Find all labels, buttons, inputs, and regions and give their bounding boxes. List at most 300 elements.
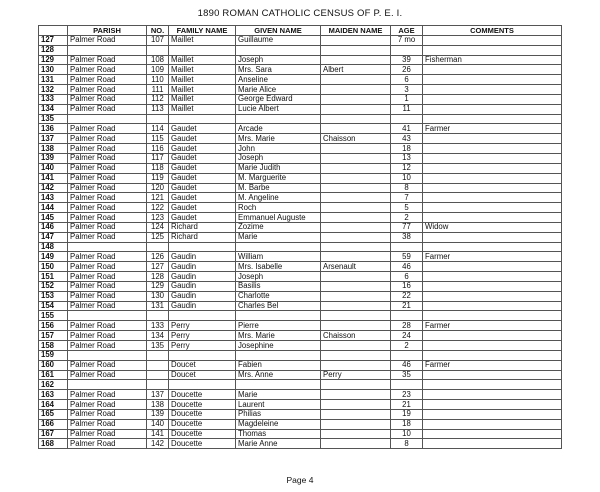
cell-comments bbox=[423, 144, 562, 154]
cell-comments bbox=[423, 75, 562, 85]
cell-row-number: 139 bbox=[39, 153, 68, 163]
cell-age: 5 bbox=[391, 203, 423, 213]
table-row bbox=[39, 272, 562, 282]
cell-parish bbox=[68, 114, 147, 124]
cell-age: 18 bbox=[391, 419, 423, 429]
cell-no: 130 bbox=[147, 291, 169, 301]
cell-age: 39 bbox=[391, 55, 423, 65]
cell-family-name: Gaudet bbox=[169, 163, 236, 173]
cell-parish: Palmer Road bbox=[68, 134, 147, 144]
cell-no bbox=[147, 380, 169, 390]
cell-parish: Palmer Road bbox=[68, 144, 147, 154]
cell-parish: Palmer Road bbox=[68, 291, 147, 301]
table-row bbox=[39, 429, 562, 439]
cell-row-number: 137 bbox=[39, 134, 68, 144]
cell-row-number: 168 bbox=[39, 439, 68, 449]
cell-family-name bbox=[169, 242, 236, 252]
cell-parish bbox=[68, 311, 147, 321]
cell-maiden-name bbox=[321, 409, 391, 419]
table-row bbox=[39, 390, 562, 400]
cell-given-name: William bbox=[236, 252, 321, 262]
cell-comments bbox=[423, 213, 562, 223]
cell-age: 6 bbox=[391, 75, 423, 85]
table-row bbox=[39, 262, 562, 272]
cell-family-name: Gaudet bbox=[169, 203, 236, 213]
cell-age: 7 mo bbox=[391, 35, 423, 45]
cell-no: 116 bbox=[147, 144, 169, 154]
cell-comments bbox=[423, 272, 562, 282]
cell-family-name: Perry bbox=[169, 341, 236, 351]
cell-given-name: Arcade bbox=[236, 124, 321, 134]
cell-maiden-name: Perry bbox=[321, 370, 391, 380]
cell-no bbox=[147, 242, 169, 252]
cell-row-number: 132 bbox=[39, 85, 68, 95]
cell-parish bbox=[68, 350, 147, 360]
cell-row-number: 147 bbox=[39, 232, 68, 242]
table-row bbox=[39, 144, 562, 154]
cell-no: 120 bbox=[147, 183, 169, 193]
cell-comments bbox=[423, 370, 562, 380]
cell-comments bbox=[423, 350, 562, 360]
cell-parish: Palmer Road bbox=[68, 104, 147, 114]
cell-family-name: Doucette bbox=[169, 439, 236, 449]
cell-age: 19 bbox=[391, 409, 423, 419]
cell-comments bbox=[423, 400, 562, 410]
cell-row-number: 130 bbox=[39, 65, 68, 75]
cell-family-name: Doucet bbox=[169, 360, 236, 370]
cell-row-number: 138 bbox=[39, 144, 68, 154]
cell-comments bbox=[423, 262, 562, 272]
cell-parish: Palmer Road bbox=[68, 193, 147, 203]
cell-given-name: Marie Anne bbox=[236, 439, 321, 449]
cell-family-name: Gaudet bbox=[169, 124, 236, 134]
cell-maiden-name: Albert bbox=[321, 65, 391, 75]
header-row bbox=[39, 26, 562, 36]
cell-comments bbox=[423, 35, 562, 45]
cell-given-name: Mrs. Marie bbox=[236, 331, 321, 341]
cell-maiden-name bbox=[321, 55, 391, 65]
cell-comments bbox=[423, 331, 562, 341]
cell-maiden-name bbox=[321, 222, 391, 232]
cell-comments bbox=[423, 94, 562, 104]
cell-row-number: 151 bbox=[39, 272, 68, 282]
cell-age: 8 bbox=[391, 439, 423, 449]
cell-given-name: Guillaume bbox=[236, 35, 321, 45]
cell-maiden-name bbox=[321, 281, 391, 291]
cell-family-name bbox=[169, 380, 236, 390]
cell-family-name: Gaudin bbox=[169, 281, 236, 291]
table-row bbox=[39, 134, 562, 144]
column-header-parish: PARISH bbox=[68, 26, 147, 36]
cell-maiden-name: Chaisson bbox=[321, 331, 391, 341]
cell-parish: Palmer Road bbox=[68, 232, 147, 242]
cell-row-number: 141 bbox=[39, 173, 68, 183]
column-header-comments: COMMENTS bbox=[423, 26, 562, 36]
cell-row-number: 153 bbox=[39, 291, 68, 301]
cell-parish: Palmer Road bbox=[68, 252, 147, 262]
cell-maiden-name bbox=[321, 419, 391, 429]
cell-row-number: 149 bbox=[39, 252, 68, 262]
cell-maiden-name bbox=[321, 360, 391, 370]
cell-maiden-name bbox=[321, 124, 391, 134]
cell-row-number: 150 bbox=[39, 262, 68, 272]
cell-comments: Farmer bbox=[423, 321, 562, 331]
cell-family-name: Maillet bbox=[169, 55, 236, 65]
table-row bbox=[39, 439, 562, 449]
cell-comments bbox=[423, 281, 562, 291]
cell-no: 142 bbox=[147, 439, 169, 449]
cell-no: 114 bbox=[147, 124, 169, 134]
cell-comments bbox=[423, 232, 562, 242]
cell-family-name: Perry bbox=[169, 321, 236, 331]
cell-no: 112 bbox=[147, 94, 169, 104]
cell-row-number: 156 bbox=[39, 321, 68, 331]
table-row bbox=[39, 321, 562, 331]
column-header-given-name: GIVEN NAME bbox=[236, 26, 321, 36]
cell-age: 23 bbox=[391, 390, 423, 400]
cell-comments: Fisherman bbox=[423, 55, 562, 65]
cell-age bbox=[391, 45, 423, 55]
table-row bbox=[39, 400, 562, 410]
cell-no: 113 bbox=[147, 104, 169, 114]
cell-age: 41 bbox=[391, 124, 423, 134]
table-row bbox=[39, 75, 562, 85]
cell-comments bbox=[423, 311, 562, 321]
cell-age: 13 bbox=[391, 153, 423, 163]
cell-maiden-name bbox=[321, 193, 391, 203]
cell-maiden-name bbox=[321, 242, 391, 252]
cell-age: 77 bbox=[391, 222, 423, 232]
cell-maiden-name bbox=[321, 390, 391, 400]
cell-no: 126 bbox=[147, 252, 169, 262]
cell-parish: Palmer Road bbox=[68, 400, 147, 410]
cell-age: 38 bbox=[391, 232, 423, 242]
cell-family-name: Gaudet bbox=[169, 213, 236, 223]
table-row bbox=[39, 419, 562, 429]
cell-family-name bbox=[169, 114, 236, 124]
cell-row-number: 163 bbox=[39, 390, 68, 400]
census-table bbox=[38, 25, 562, 449]
table-row bbox=[39, 163, 562, 173]
cell-parish: Palmer Road bbox=[68, 409, 147, 419]
table-row bbox=[39, 341, 562, 351]
cell-row-number: 146 bbox=[39, 222, 68, 232]
cell-family-name: Gaudet bbox=[169, 193, 236, 203]
table-row bbox=[39, 281, 562, 291]
cell-given-name: M. Barbe bbox=[236, 183, 321, 193]
cell-comments bbox=[423, 429, 562, 439]
cell-age: 12 bbox=[391, 163, 423, 173]
cell-given-name: Anseline bbox=[236, 75, 321, 85]
cell-comments bbox=[423, 242, 562, 252]
cell-maiden-name bbox=[321, 350, 391, 360]
page-number: Page 4 bbox=[286, 475, 314, 485]
cell-parish: Palmer Road bbox=[68, 370, 147, 380]
table-row bbox=[39, 45, 562, 55]
cell-row-number: 145 bbox=[39, 213, 68, 223]
cell-comments bbox=[423, 65, 562, 75]
cell-comments bbox=[423, 134, 562, 144]
cell-comments bbox=[423, 183, 562, 193]
cell-row-number: 144 bbox=[39, 203, 68, 213]
cell-parish: Palmer Road bbox=[68, 272, 147, 282]
cell-given-name: M. Marguerite bbox=[236, 173, 321, 183]
cell-no: 115 bbox=[147, 134, 169, 144]
cell-parish: Palmer Road bbox=[68, 75, 147, 85]
cell-parish bbox=[68, 380, 147, 390]
cell-family-name: Doucette bbox=[169, 400, 236, 410]
cell-maiden-name bbox=[321, 311, 391, 321]
cell-comments bbox=[423, 104, 562, 114]
cell-row-number: 129 bbox=[39, 55, 68, 65]
cell-row-number: 127 bbox=[39, 35, 68, 45]
cell-age bbox=[391, 114, 423, 124]
cell-no: 107 bbox=[147, 35, 169, 45]
table-row bbox=[39, 232, 562, 242]
cell-age: 28 bbox=[391, 321, 423, 331]
cell-row-number: 136 bbox=[39, 124, 68, 134]
cell-family-name: Gaudet bbox=[169, 153, 236, 163]
cell-no: 125 bbox=[147, 232, 169, 242]
cell-family-name: Gaudin bbox=[169, 262, 236, 272]
cell-parish: Palmer Road bbox=[68, 163, 147, 173]
cell-age bbox=[391, 350, 423, 360]
table-row bbox=[39, 370, 562, 380]
table-row bbox=[39, 252, 562, 262]
cell-maiden-name bbox=[321, 252, 391, 262]
cell-parish: Palmer Road bbox=[68, 213, 147, 223]
cell-given-name: Thomas bbox=[236, 429, 321, 439]
cell-maiden-name bbox=[321, 380, 391, 390]
cell-parish: Palmer Road bbox=[68, 390, 147, 400]
cell-age: 43 bbox=[391, 134, 423, 144]
cell-age: 8 bbox=[391, 183, 423, 193]
cell-parish: Palmer Road bbox=[68, 321, 147, 331]
cell-maiden-name bbox=[321, 439, 391, 449]
cell-parish bbox=[68, 45, 147, 55]
table-row bbox=[39, 409, 562, 419]
cell-family-name: Gaudet bbox=[169, 134, 236, 144]
cell-maiden-name bbox=[321, 35, 391, 45]
table-row bbox=[39, 124, 562, 134]
cell-maiden-name bbox=[321, 85, 391, 95]
cell-age: 21 bbox=[391, 301, 423, 311]
cell-no: 119 bbox=[147, 173, 169, 183]
cell-given-name: Mrs. Anne bbox=[236, 370, 321, 380]
cell-no: 139 bbox=[147, 409, 169, 419]
cell-row-number: 162 bbox=[39, 380, 68, 390]
cell-maiden-name: Arsenault bbox=[321, 262, 391, 272]
table-row bbox=[39, 183, 562, 193]
cell-given-name: Magdeleine bbox=[236, 419, 321, 429]
table-row bbox=[39, 114, 562, 124]
cell-family-name: Perry bbox=[169, 331, 236, 341]
cell-comments bbox=[423, 153, 562, 163]
cell-row-number: 134 bbox=[39, 104, 68, 114]
table-row bbox=[39, 242, 562, 252]
cell-comments bbox=[423, 45, 562, 55]
cell-given-name bbox=[236, 380, 321, 390]
cell-comments: Farmer bbox=[423, 124, 562, 134]
cell-given-name bbox=[236, 311, 321, 321]
cell-maiden-name bbox=[321, 163, 391, 173]
table-row bbox=[39, 173, 562, 183]
cell-family-name: Doucette bbox=[169, 429, 236, 439]
table-row bbox=[39, 153, 562, 163]
cell-no bbox=[147, 370, 169, 380]
cell-given-name: Pierre bbox=[236, 321, 321, 331]
cell-parish bbox=[68, 242, 147, 252]
cell-given-name: Josephine bbox=[236, 341, 321, 351]
cell-age: 10 bbox=[391, 173, 423, 183]
cell-age: 1 bbox=[391, 94, 423, 104]
table-row bbox=[39, 213, 562, 223]
cell-parish: Palmer Road bbox=[68, 203, 147, 213]
cell-no bbox=[147, 311, 169, 321]
column-header-no: NO. bbox=[147, 26, 169, 36]
cell-parish: Palmer Road bbox=[68, 429, 147, 439]
cell-comments bbox=[423, 163, 562, 173]
cell-given-name: Charlotte bbox=[236, 291, 321, 301]
cell-no: 131 bbox=[147, 301, 169, 311]
cell-no: 134 bbox=[147, 331, 169, 341]
cell-no: 128 bbox=[147, 272, 169, 282]
table-row bbox=[39, 203, 562, 213]
cell-family-name: Richard bbox=[169, 222, 236, 232]
cell-given-name: Emmanuel Auguste bbox=[236, 213, 321, 223]
cell-given-name: Lucie Albert bbox=[236, 104, 321, 114]
cell-row-number: 148 bbox=[39, 242, 68, 252]
cell-age: 46 bbox=[391, 360, 423, 370]
cell-family-name: Gaudet bbox=[169, 183, 236, 193]
cell-parish: Palmer Road bbox=[68, 262, 147, 272]
cell-family-name bbox=[169, 350, 236, 360]
cell-comments bbox=[423, 439, 562, 449]
cell-parish: Palmer Road bbox=[68, 439, 147, 449]
cell-maiden-name: Chaisson bbox=[321, 134, 391, 144]
cell-age bbox=[391, 380, 423, 390]
cell-age: 3 bbox=[391, 85, 423, 95]
cell-parish: Palmer Road bbox=[68, 183, 147, 193]
cell-no: 123 bbox=[147, 213, 169, 223]
cell-given-name: Joseph bbox=[236, 153, 321, 163]
cell-given-name: Joseph bbox=[236, 55, 321, 65]
table-row bbox=[39, 94, 562, 104]
cell-row-number: 160 bbox=[39, 360, 68, 370]
cell-comments bbox=[423, 419, 562, 429]
table-row bbox=[39, 104, 562, 114]
cell-age: 2 bbox=[391, 341, 423, 351]
cell-no: 108 bbox=[147, 55, 169, 65]
cell-comments: Widow bbox=[423, 222, 562, 232]
cell-age: 6 bbox=[391, 272, 423, 282]
cell-age: 2 bbox=[391, 213, 423, 223]
cell-maiden-name bbox=[321, 341, 391, 351]
cell-parish: Palmer Road bbox=[68, 222, 147, 232]
cell-maiden-name bbox=[321, 232, 391, 242]
cell-given-name: Marie Alice bbox=[236, 85, 321, 95]
table-row bbox=[39, 291, 562, 301]
cell-no: 117 bbox=[147, 153, 169, 163]
cell-given-name: Marie bbox=[236, 232, 321, 242]
cell-maiden-name bbox=[321, 429, 391, 439]
cell-comments bbox=[423, 301, 562, 311]
cell-row-number: 165 bbox=[39, 409, 68, 419]
cell-family-name bbox=[169, 45, 236, 55]
cell-comments bbox=[423, 85, 562, 95]
cell-comments bbox=[423, 203, 562, 213]
cell-no: 109 bbox=[147, 65, 169, 75]
cell-no: 118 bbox=[147, 163, 169, 173]
cell-parish: Palmer Road bbox=[68, 85, 147, 95]
table-row bbox=[39, 222, 562, 232]
cell-family-name: Doucet bbox=[169, 370, 236, 380]
cell-no: 138 bbox=[147, 400, 169, 410]
cell-row-number: 143 bbox=[39, 193, 68, 203]
cell-maiden-name bbox=[321, 94, 391, 104]
cell-row-number: 161 bbox=[39, 370, 68, 380]
cell-comments bbox=[423, 193, 562, 203]
column-header-maiden-name: MAIDEN NAME bbox=[321, 26, 391, 36]
table-row bbox=[39, 65, 562, 75]
cell-maiden-name bbox=[321, 291, 391, 301]
cell-given-name: Roch bbox=[236, 203, 321, 213]
cell-family-name: Maillet bbox=[169, 85, 236, 95]
cell-row-number: 158 bbox=[39, 341, 68, 351]
cell-age: 21 bbox=[391, 400, 423, 410]
cell-maiden-name bbox=[321, 173, 391, 183]
cell-comments: Farmer bbox=[423, 252, 562, 262]
document-title: 1890 ROMAN CATHOLIC CENSUS OF P. E. I. bbox=[197, 8, 403, 19]
cell-family-name: Doucette bbox=[169, 390, 236, 400]
cell-no: 141 bbox=[147, 429, 169, 439]
cell-maiden-name bbox=[321, 183, 391, 193]
cell-maiden-name bbox=[321, 104, 391, 114]
cell-maiden-name bbox=[321, 153, 391, 163]
cell-family-name: Gaudin bbox=[169, 252, 236, 262]
cell-given-name: Zozime bbox=[236, 222, 321, 232]
table-row bbox=[39, 193, 562, 203]
cell-age: 26 bbox=[391, 65, 423, 75]
cell-comments bbox=[423, 341, 562, 351]
cell-parish: Palmer Road bbox=[68, 301, 147, 311]
table-row bbox=[39, 35, 562, 45]
cell-family-name: Maillet bbox=[169, 35, 236, 45]
cell-age: 24 bbox=[391, 331, 423, 341]
cell-comments bbox=[423, 173, 562, 183]
cell-no: 133 bbox=[147, 321, 169, 331]
cell-age bbox=[391, 311, 423, 321]
cell-comments bbox=[423, 114, 562, 124]
column-header-family-name: FAMILY NAME bbox=[169, 26, 236, 36]
cell-no: 124 bbox=[147, 222, 169, 232]
cell-row-number: 142 bbox=[39, 183, 68, 193]
cell-given-name: Basilis bbox=[236, 281, 321, 291]
cell-parish: Palmer Road bbox=[68, 94, 147, 104]
cell-given-name: Marie bbox=[236, 390, 321, 400]
table-row bbox=[39, 301, 562, 311]
cell-maiden-name bbox=[321, 400, 391, 410]
cell-age: 11 bbox=[391, 104, 423, 114]
cell-given-name: Mrs. Marie bbox=[236, 134, 321, 144]
cell-row-number: 140 bbox=[39, 163, 68, 173]
cell-family-name: Maillet bbox=[169, 65, 236, 75]
table-row bbox=[39, 311, 562, 321]
cell-given-name bbox=[236, 114, 321, 124]
cell-row-number: 135 bbox=[39, 114, 68, 124]
cell-no: 121 bbox=[147, 193, 169, 203]
cell-family-name: Gaudet bbox=[169, 173, 236, 183]
